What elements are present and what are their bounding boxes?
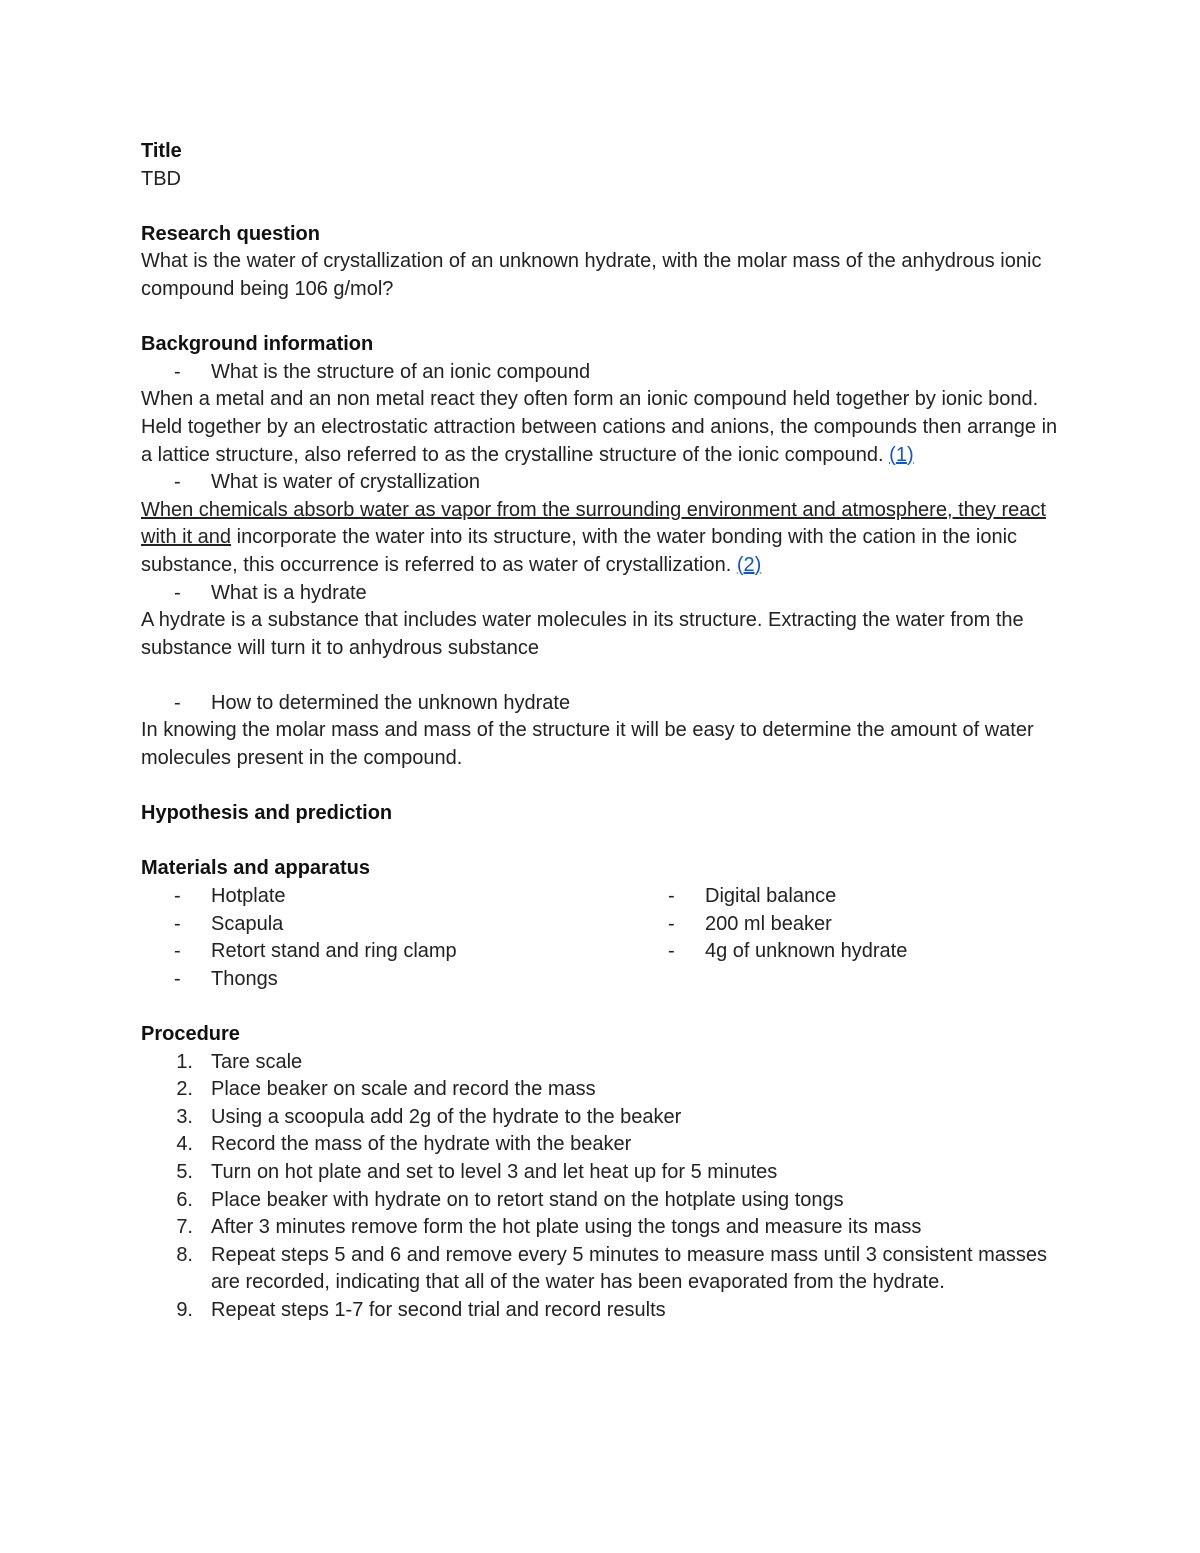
procedure-step: 7. After 3 minutes remove form the hot plate using the tongs and measure its mass (176, 1216, 922, 1239)
dash-bullet: - (174, 691, 181, 714)
background-answer-2: When chemicals absorb water as vapor from the surrounding environment and atmosphere, they react with it and incorporate the water into its structure, with the water bonding with the cation in the ionic substance, this occurrence is referred to as water of crystallization. (2) (141, 498, 1046, 576)
procedure-step: 2. Place beaker on scale and record the mass (176, 1078, 596, 1101)
title-heading: Title (141, 140, 182, 162)
procedure-step: 9. Repeat steps 1-7 for second trial and record results (176, 1298, 666, 1321)
background-heading: Background information (141, 333, 374, 356)
materials-left-column (141, 883, 635, 993)
materials-right-column (635, 883, 1071, 993)
hypothesis-heading: Hypothesis and prediction (141, 802, 393, 825)
procedure-heading: Procedure (141, 1023, 240, 1045)
title-value: TBD (141, 167, 181, 190)
list-item: - 4g of unknown hydrate (668, 940, 908, 963)
document-page (141, 138, 1071, 1325)
procedure-step: 1. Tare scale (176, 1050, 303, 1073)
dash-bullet: - (174, 581, 181, 604)
list-item: - Scapula (174, 912, 284, 935)
materials-heading: Materials and apparatus (141, 857, 370, 880)
list-item: - Hotplate (174, 885, 286, 908)
background-answer-4: In knowing the molar mass and mass of the structure it will be easy to determine the amount of water molecules present in the compound. (141, 719, 1034, 770)
list-item: - 200 ml beaker (668, 912, 832, 935)
background-answer-3: A hydrate is a substance that includes water molecules in its structure. Extracting the water from the substance will turn it to anhydrous substance (141, 609, 1024, 659)
procedure-step: 4. Record the mass of the hydrate with the beaker (176, 1133, 632, 1156)
dash-bullet: - (174, 360, 181, 383)
procedure-step: 8. Repeat steps 5 and 6 and remove every 5 minutes to measure mass until 3 consistent masses are recorded, indicating that all of the water has been evaporated from the hydrate. (176, 1243, 1047, 1294)
background-question-3: - What is a hydrate (141, 580, 1071, 608)
research-question-heading: Research question (141, 222, 320, 245)
procedure-list (141, 1049, 1071, 1325)
list-item: - Digital balance (668, 885, 837, 908)
materials-list (141, 883, 1071, 993)
research-question-text: What is the water of crystallization of an unknown hydrate, with the molar mass of the anhydrous ionic compound being 106 g/mol? (141, 250, 1042, 300)
background-question-2: - What is water of crystallization (141, 469, 1071, 497)
procedure-step: 3. Using a scoopula add 2g of the hydrate to the beaker (176, 1105, 682, 1128)
list-item: - Retort stand and ring clamp (174, 940, 457, 963)
dash-bullet: - (174, 471, 181, 494)
reference-link-1[interactable]: (1) (889, 443, 914, 466)
background-question-1: - What is the structure of an ionic compound (141, 359, 1071, 387)
background-answer-1: When a metal and an non metal react they often form an ionic compound held together by ionic bond. Held together by an electrostatic attraction between cations and anions, the compounds then arrange in a lattice structure, also referred to as the crystalline structure of the ionic compound. (1) (141, 388, 1058, 466)
procedure-step: 6. Place beaker with hydrate on to retort stand on the hotplate using tongs (176, 1188, 844, 1211)
reference-link-2[interactable]: (2) (736, 553, 762, 576)
procedure-step: 5. Turn on hot plate and set to level 3 and let heat up for 5 minutes (176, 1160, 778, 1183)
list-item: - Thongs (174, 967, 278, 990)
background-question-4: - How to determined the unknown hydrate (141, 690, 1071, 718)
